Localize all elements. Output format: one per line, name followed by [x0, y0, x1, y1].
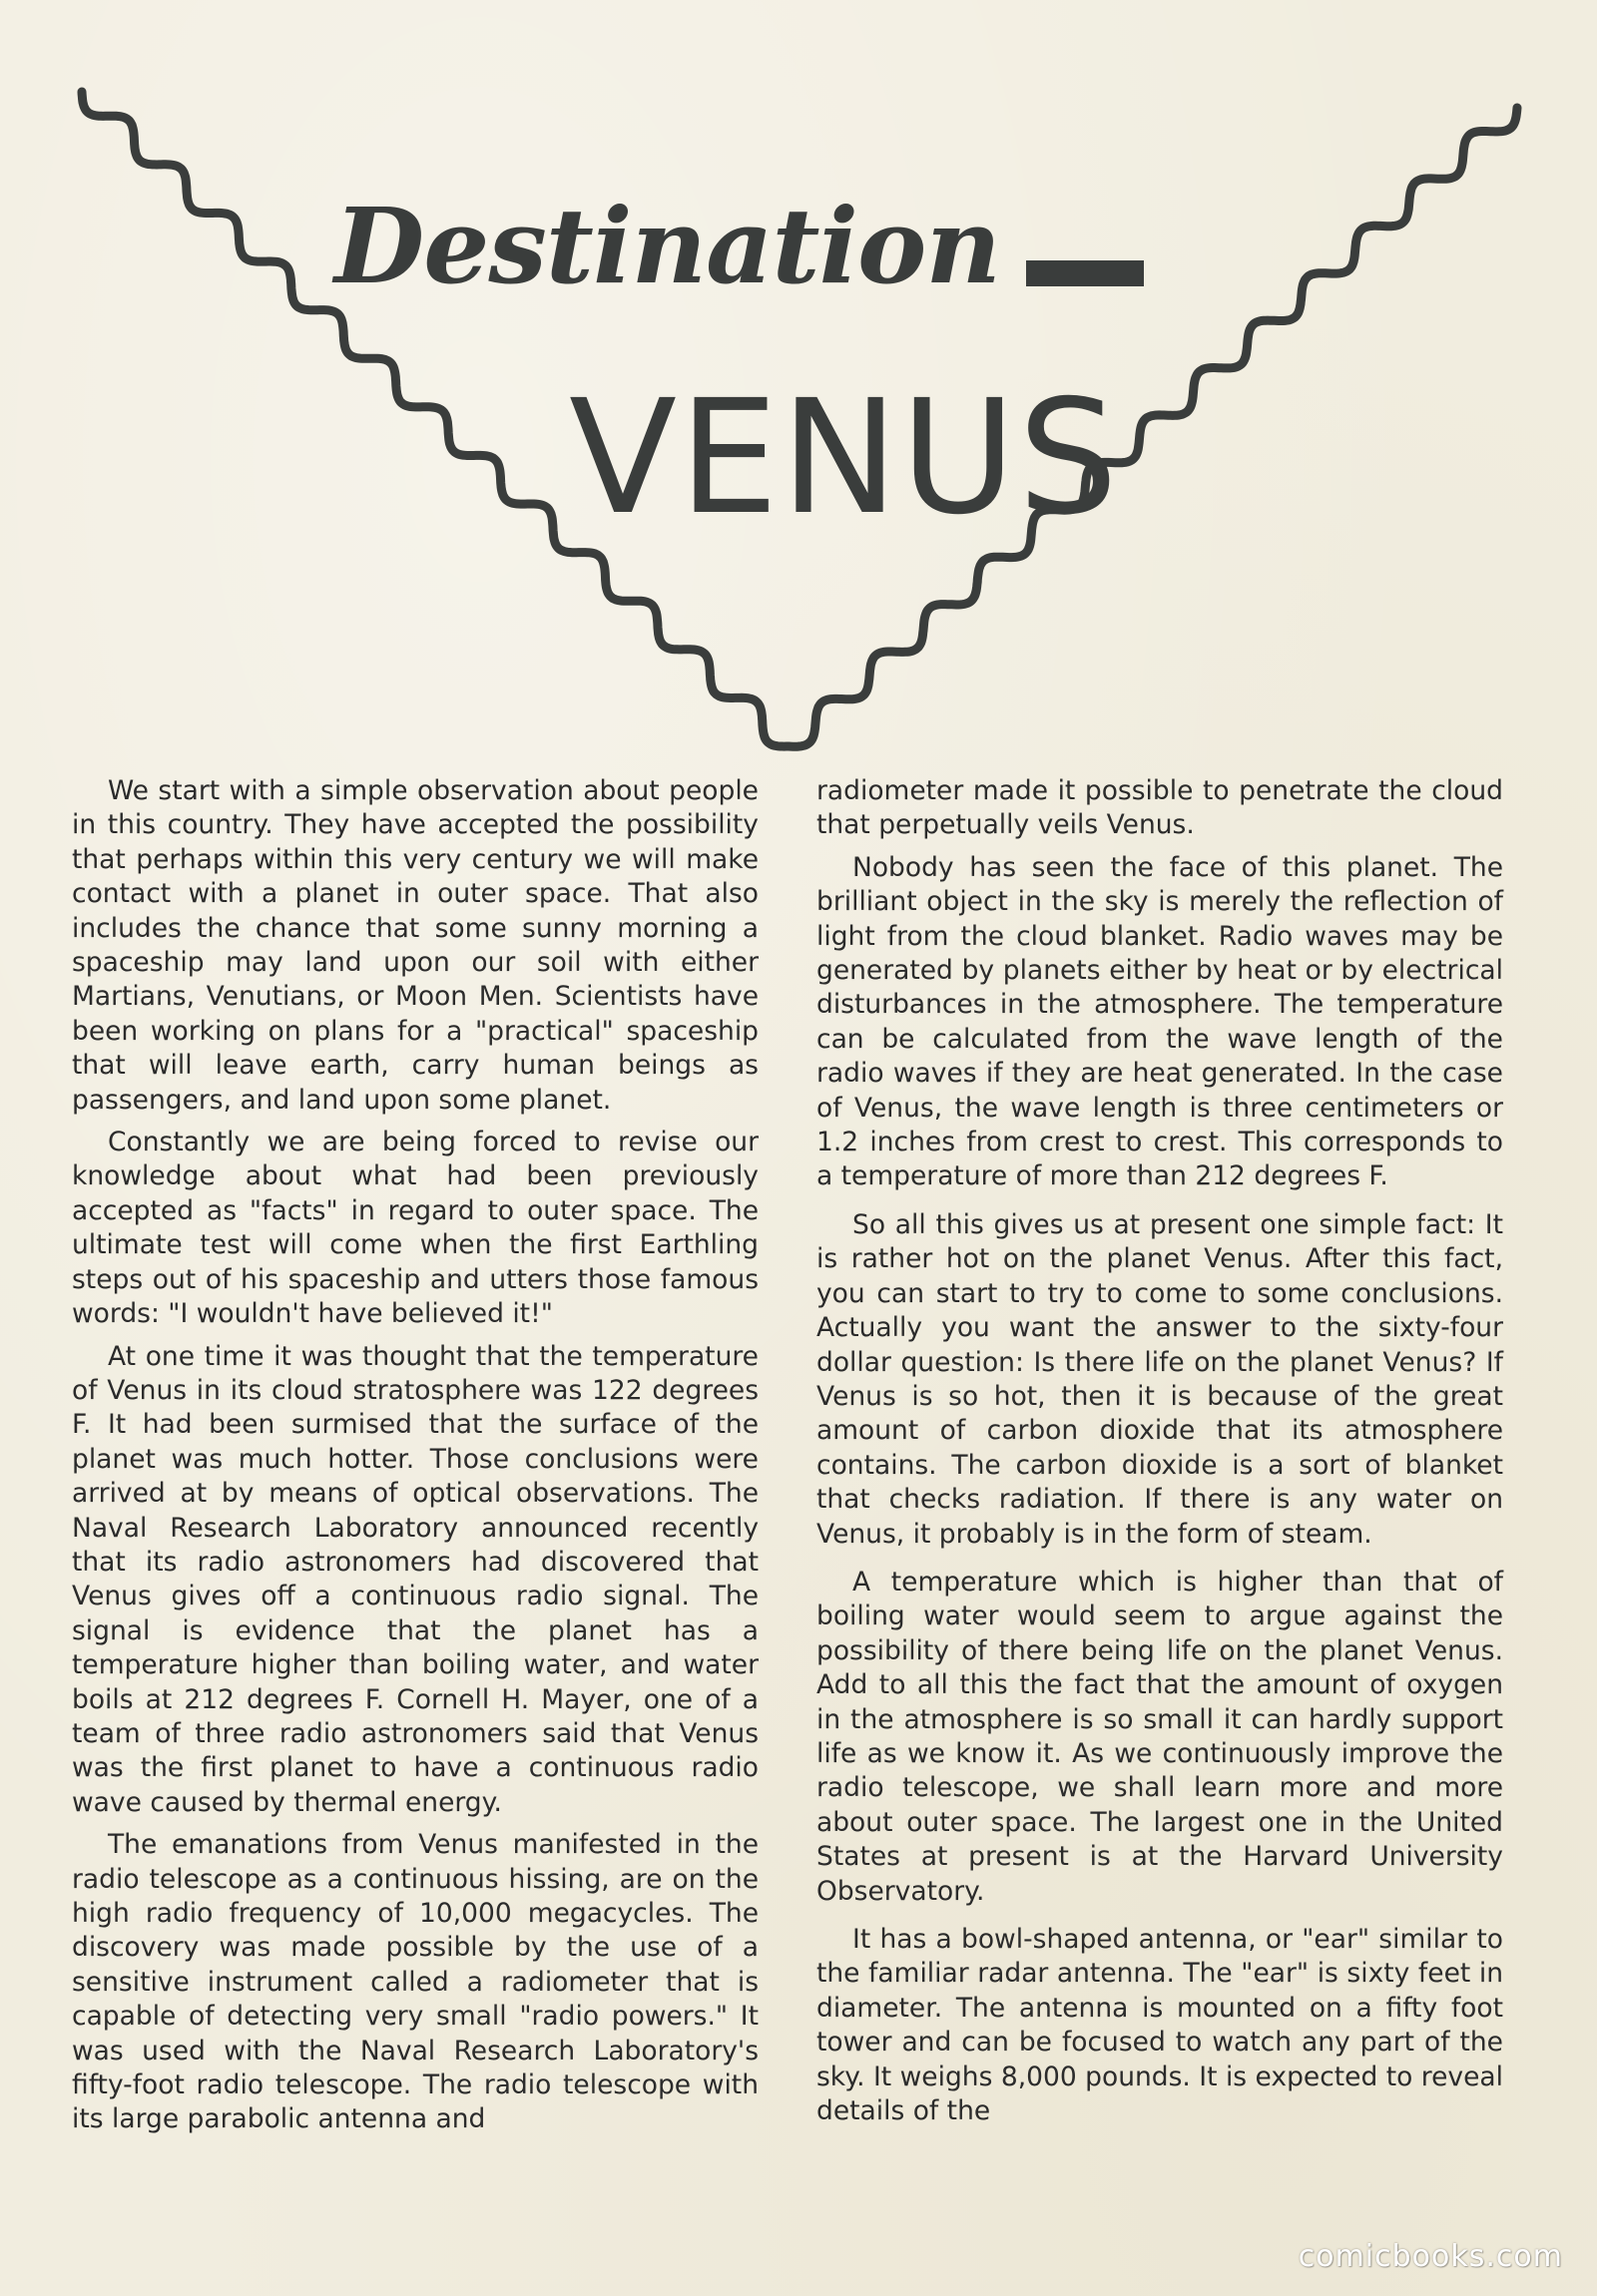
paragraph: Constantly we are being forced to revise our knowledge about what had been previously accepted as "facts" in regard to outer space. The ultimate test will come when the first Earthling steps out of his spaceship and utters those famous words: "I wouldn't have believed it!" [72, 1127, 759, 1330]
paragraph-continuation: radiometer made it possible to penetrate the cloud that perpetually veils Venus. [816, 775, 1503, 841]
text-column-left [72, 774, 759, 2145]
paragraph: So all this gives us at present one simple fact: It is rather hot on the planet Venus. After this fact, you can start to try to come to some conclusions. Actually you want the answer to the sixty-four dollar question: Is there life on the planet Venus? If Venus is so hot, then it is because of the great amount of carbon dioxide that its atmosphere contains. The carbon dioxide is a sort of blanket that checks radiation. If there is any water on Venus, it probably is in the form of steam. [816, 1208, 1503, 1550]
title-dash [1026, 260, 1144, 286]
paragraph: It has a bowl-shaped antenna, or "ear" similar to the familiar radar antenna. The "ear" is sixty feet in diameter. The antenna is mounted on a fifty foot tower and can be focused to watch any part of the sky. It weighs 8,000 pounds. It is expected to reveal details of the [816, 1924, 1503, 2127]
watermark-text: comicbooks.com [1298, 2239, 1563, 2274]
text-column-right [816, 774, 1503, 2136]
paragraph: We start with a simple observation about people in this country. They have accepted the possibility that perhaps within this very century we will make contact with a planet in outer space. That also includes the chance that some sunny morning a spaceship may land upon our soil with either Martians, Venutians, or Moon Men. Scientists have been working on plans for a "practical" spaceship that will leave earth, carry human beings as passengers, and land upon some planet. [72, 775, 759, 1116]
title-destination: Destination [334, 185, 1000, 307]
paragraph: A temperature which is higher than that of boiling water would seem to argue against the possibility of there being life on the planet Venus. Add to all this the fact that the amount of oxygen in the atmosphere is so small it can hardly support life as we know it. As we continuously improve the radio telescope, we shall learn more and more about outer space. The largest one in the United States at present is at the Harvard University Observatory. [816, 1566, 1503, 1907]
paragraph: Nobody has seen the face of this planet. The brilliant object in the sky is merely the reflection of light from the cloud blanket. Radio waves may be generated by planets either by heat or by electrical disturbances in the atmosphere. The temperature can be calculated from the wave length of the radio waves if they are heat generated. In the case of Venus, the wave length is three centimeters or 1.2 inches from crest to crest. This corresponds to a temperature of more than 212 degrees F. [816, 851, 1503, 1192]
paragraph: At one time it was thought that the temperature of Venus in its cloud stratosphere was 122 degrees F. It had been surmised that the surface of the planet was much hotter. Those conclusions were arrived at by means of optical observations. The Naval Research Laboratory announced recently that its radio astronomers had discovered that Venus gives off a continuous radio signal. The signal is evidence that the planet has a temperature higher than boiling water, and water boils at 212 degrees F. Cornell H. Mayer, one of a team of three radio astronomers said that Venus was the first planet to have a continuous radio wave caused by thermal energy. [72, 1340, 759, 1818]
title-venus: VENUS [569, 366, 1121, 550]
paragraph: The emanations from Venus manifested in the radio telescope as a continuous hissing, are on the high radio frequency of 10,000 megacycles. The discovery was made possible by the use of a sensitive instrument called a radiometer that is capable of detecting very small "radio powers." It was used with the Naval Research Laboratory's fifty-foot radio telescope. The radio telescope with its large parabolic antenna and [72, 1829, 759, 2135]
